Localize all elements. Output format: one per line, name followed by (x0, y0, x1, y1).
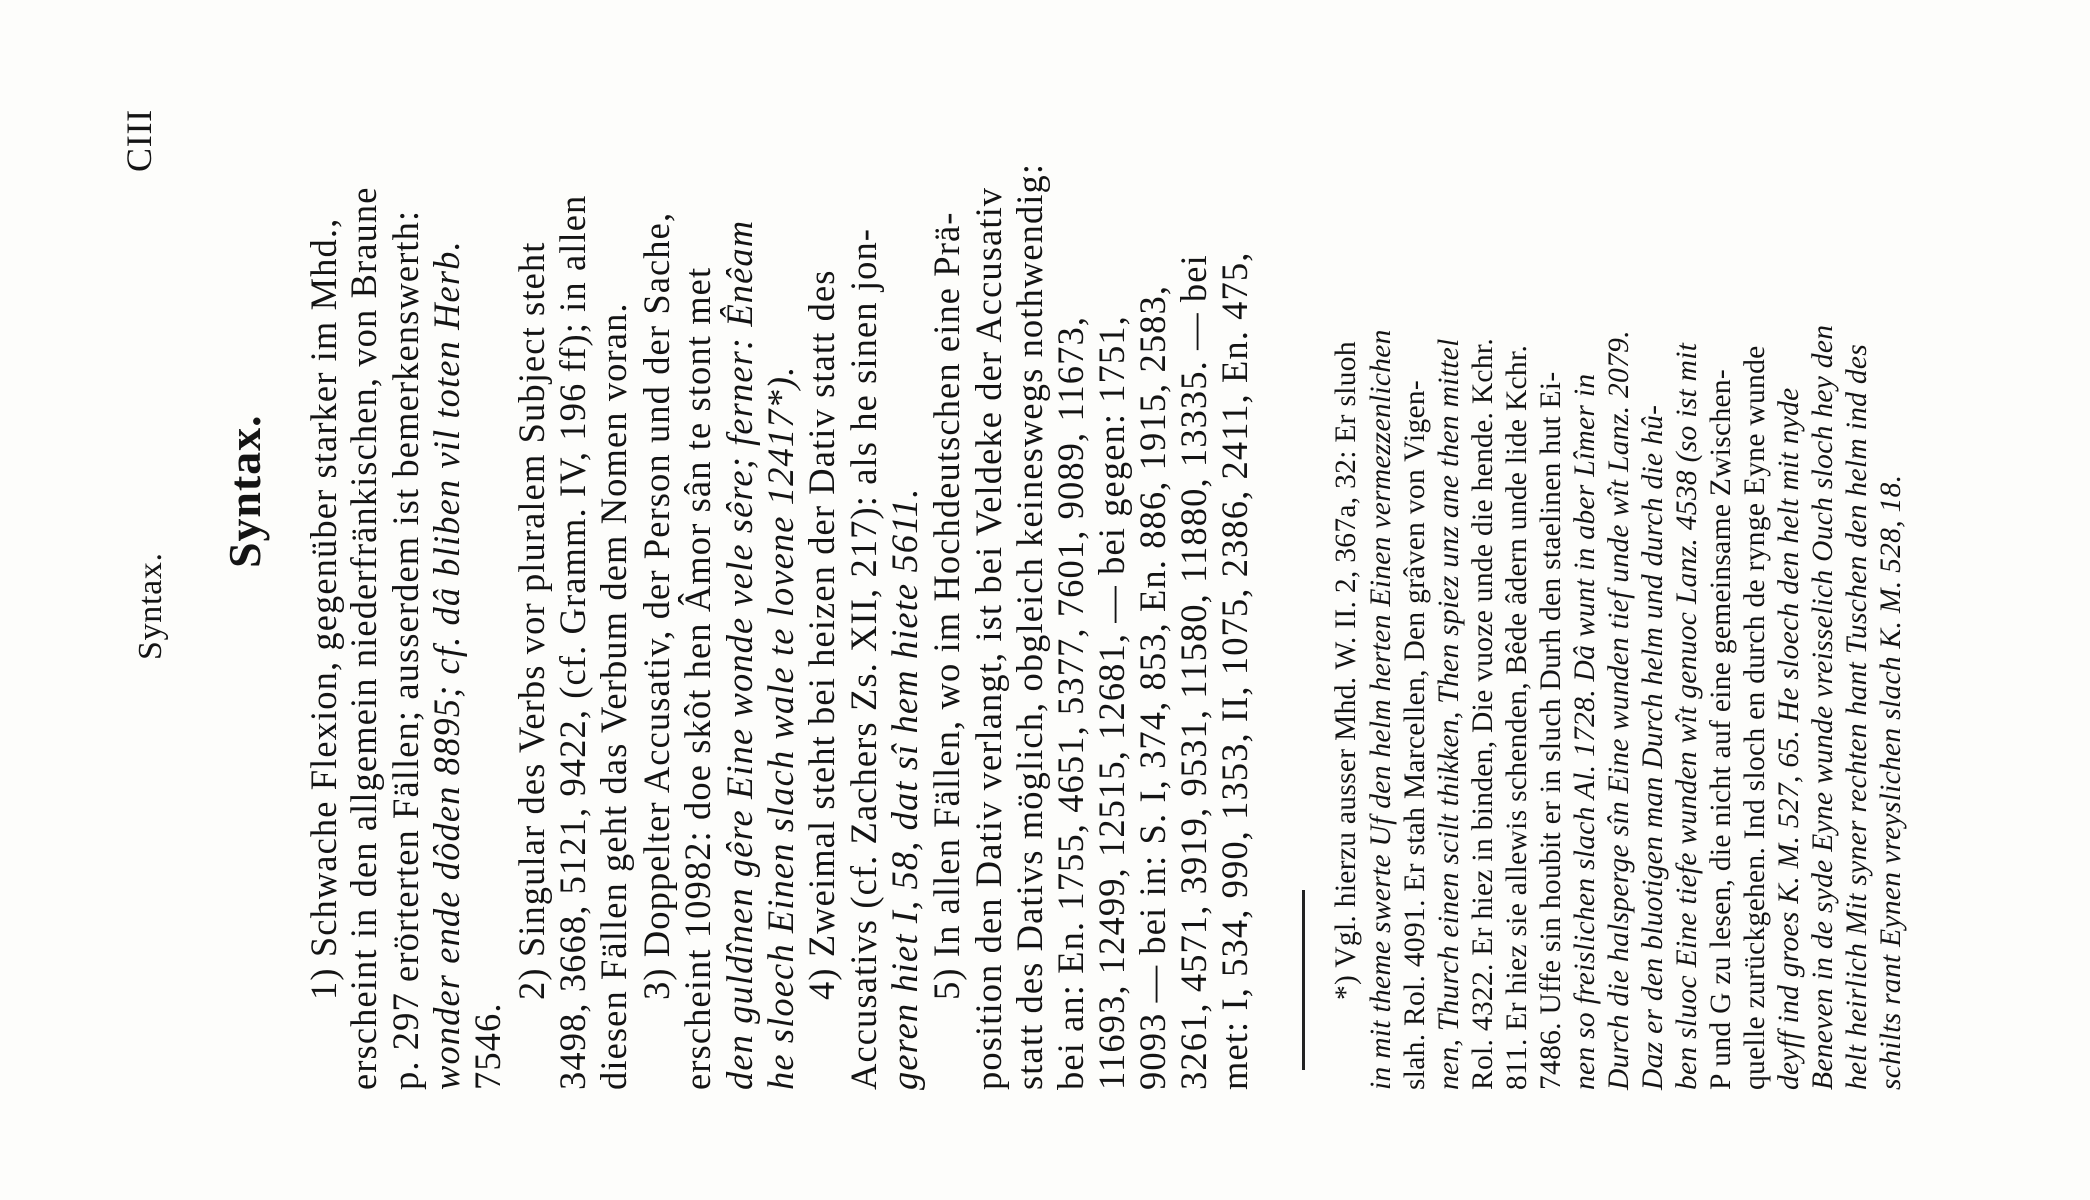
body-line: 4) Zweimal steht bei heizen der Dativ statt des (801, 269, 842, 1000)
body-line: position den Dativ verlangt, ist bei Veldeke der Accusativ (968, 186, 1009, 1090)
body-line: bei an: En. 1755, 4651, 5377, 7601, 9089, 11673, (1050, 315, 1091, 1090)
running-head-title: Syntax. (132, 552, 169, 660)
footnote-line: in mit theme swerte Uf den helm herten Einen vermezzenlichen (1365, 329, 1397, 1090)
footnote-separator (1302, 890, 1305, 1070)
body-line: 3261, 4571, 3919, 9531, 11580, 11880, 13335. — bei (1173, 254, 1214, 1090)
body-line: erscheint 10982: doe skôt hen Âmor sân te stont met (677, 266, 718, 1090)
body-line: geren hiet I, 58, dat sî hem hiete 5611. (884, 487, 925, 1090)
body-line: 9093 — bei in: S. I, 374, 853, En. 886, 1915, 2583, (1132, 284, 1173, 1090)
body-line: diesen Fällen geht das Verbum dem Nomen voran. (593, 302, 634, 1090)
section-title: Syntax. (219, 414, 270, 568)
body-line: 3) Doppelter Accusativ, der Person und der Sache, (636, 211, 677, 1000)
footnote-line: helt heirlich Mit syner rechten hant Tuschen den helm ind des (1841, 343, 1873, 1090)
body-line: p. 297 erörterten Fällen; ausserdem ist bemerkenswerth: (385, 209, 426, 1090)
footnote-line: 811. Er hiez sie allewis schenden, Bêde âdern unde lide Kchr. (1501, 344, 1533, 1090)
footnote-line: deyff ind groes K. M. 527, 65. He sloech den helt mit nyde (1773, 387, 1805, 1090)
body-line: 3498, 3668, 5121, 9422, (cf. Gramm. IV, 196 ff); in allen (552, 194, 593, 1090)
body-line: 1) Schwache Flexion, gegenüber starker im Mhd., (303, 217, 344, 1000)
page-number: CIII (119, 109, 159, 172)
body-line: den guldînen gêre Eine wonde vele sêre; ferner: Ênêam (719, 219, 760, 1090)
footnote-line: Beneven in de syde Eyne wunde vreisselich Ouch sloch hey den (1807, 324, 1839, 1090)
footnote-line: schilts rant Eynen vreyslichen slach K. M. 528, 18. (1875, 474, 1907, 1090)
body-line: wonder ende dôden 8895; cf. dâ bliben vil toten Herb. (426, 240, 467, 1090)
body-line: 5) In allen Fällen, wo im Hochdeutschen eine Prä- (926, 211, 967, 1000)
body-line: he sloech Einen slach wale te lovene 12417*). (760, 365, 801, 1090)
footnote-line: nen, Thurch einen scilt thikken, Then spiez unz ane then mittel (1433, 338, 1465, 1090)
footnote-line: P und G zu lesen, die nicht auf eine gemeinsame Zwischen- (1705, 368, 1737, 1090)
body-line: 11693, 12499, 12515, 12681, — bei gegen: 1751, (1091, 315, 1132, 1090)
body-line: 7546. (467, 1002, 508, 1090)
body-line: erscheint in den allgemein niederfränkischen, von Braune (343, 186, 384, 1090)
body-line: statt des Dativs möglich, obgleich keineswegs nothwendig: (1009, 162, 1050, 1090)
footnote-line: *) Vgl. hierzu ausser Mhd. W. II. 2, 367a, 32: Er sluoh (1330, 341, 1362, 1000)
body-line: 2) Singular des Verbs vor pluralem Subject steht (511, 241, 552, 1000)
footnote-line: ben sluoc Eine tiefe wunden wît genuoc Lanz. 4538 (so ist mit (1671, 342, 1703, 1090)
body-line: Accusativs (cf. Zachers Zs. XII, 217): als he sinen jon- (843, 227, 884, 1090)
body-line: met: I, 534, 990, 1353, II, 1075, 2386, 2411, En. 475, (1214, 251, 1255, 1090)
footnote-line: Daz er den bluotigen man Durch helm und durch die hû- (1637, 404, 1669, 1090)
footnote-line: nen so freislichen slach Al. 1728. Dâ wunt in aber Lîmer in (1569, 373, 1601, 1090)
footnote-line: Durch die halsperge sîn Eine wunden tief unde wît Lanz. 2079. (1603, 330, 1635, 1090)
footnote-line: quelle zurückgehen. Ind sloch en durch de rynge Eyne wunde (1739, 345, 1771, 1090)
footnote-line: 7486. Uffe sin houbit er in sluch Durh den staelinen hut Ei- (1535, 371, 1567, 1090)
footnote-line: slah. Rol. 4091. Er stah Marcellen, Den grâven von Vigen- (1399, 379, 1431, 1090)
footnote-line: Rol. 4322. Er hiez in binden, Die vuoze unde die hende. Kchr. (1467, 337, 1499, 1090)
